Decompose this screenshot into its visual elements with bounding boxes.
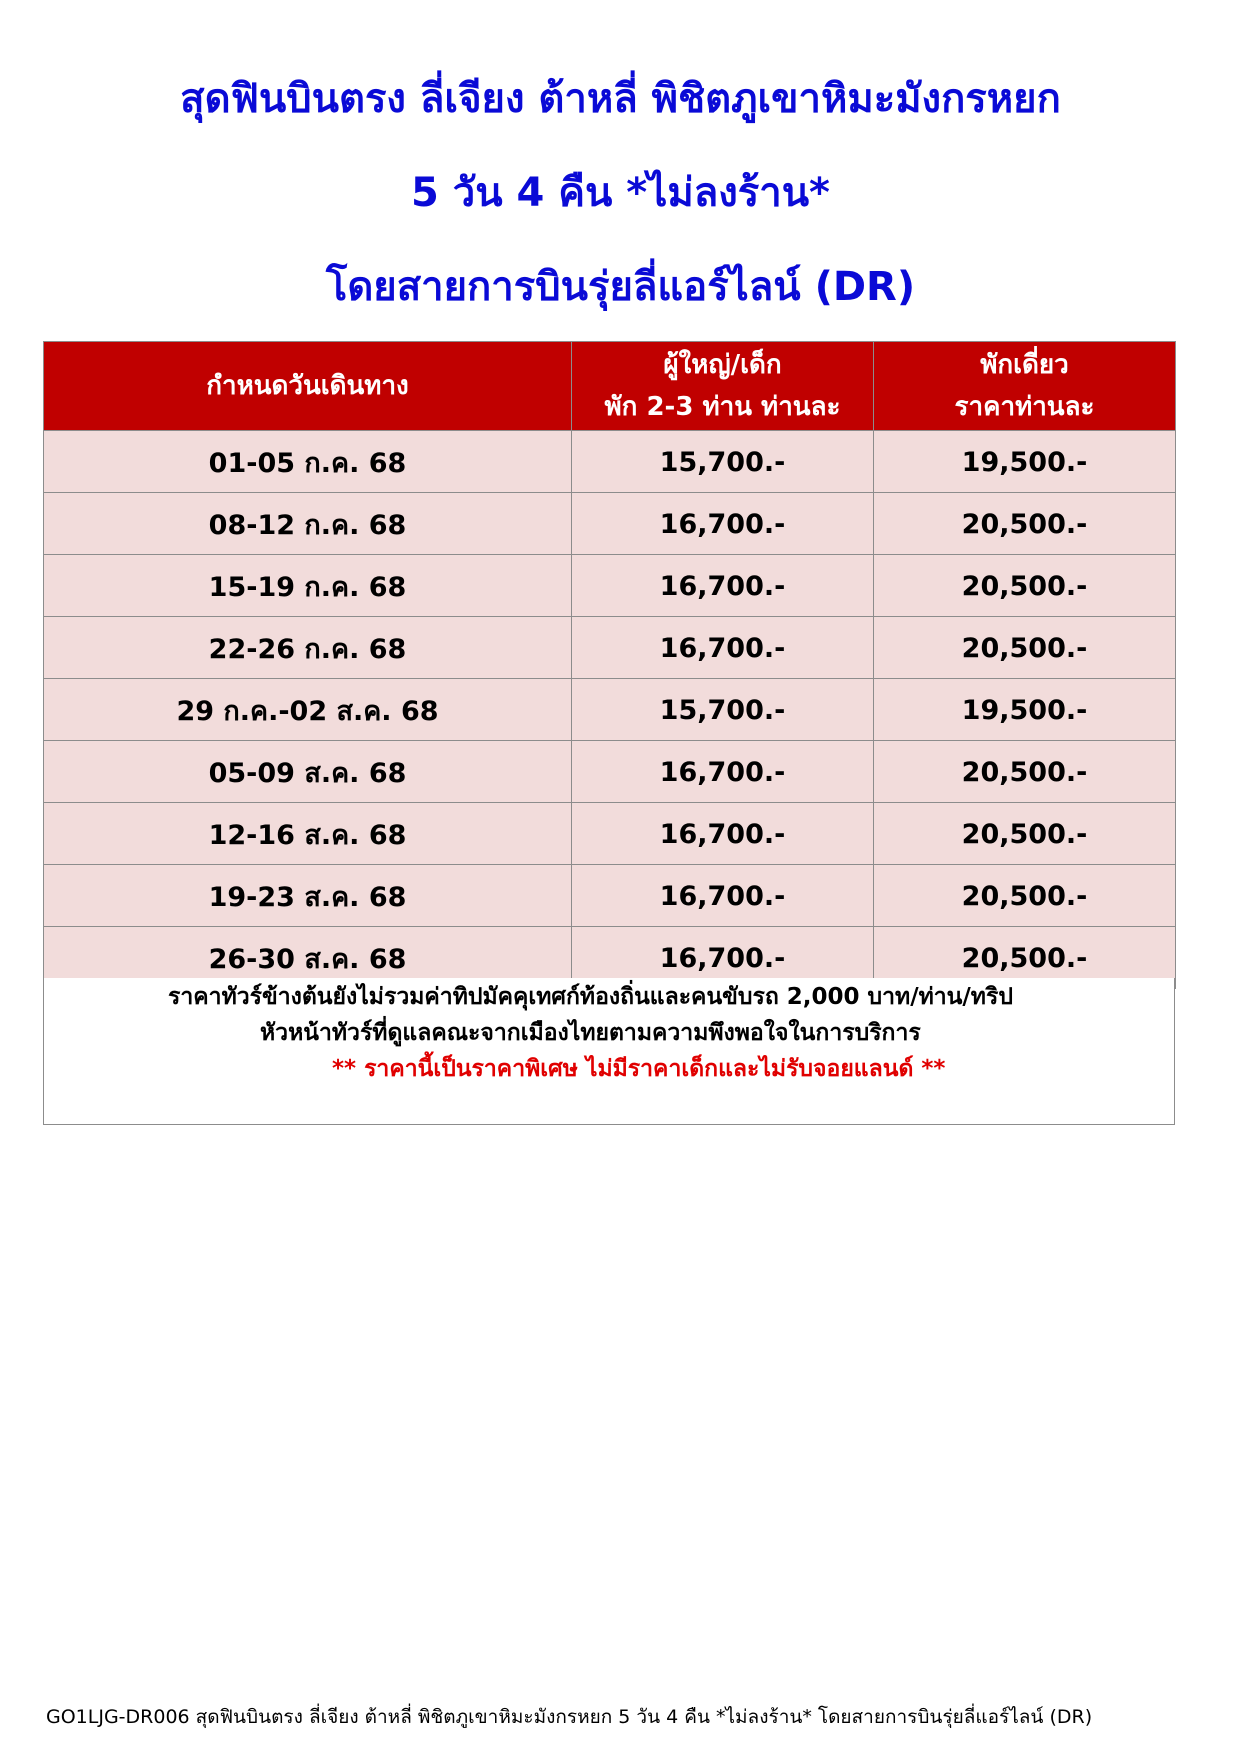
header-single-line-2: ราคาท่านละ — [954, 392, 1095, 422]
cell-date: 05-09 ส.ค. 68 — [44, 741, 572, 803]
cell-date: 15-19 ก.ค. 68 — [44, 555, 572, 617]
table-row — [44, 865, 1176, 927]
cell-date: 08-12 ก.ค. 68 — [44, 493, 572, 555]
cell-single-price: 20,500.- — [874, 927, 1176, 989]
table-row — [44, 431, 1176, 493]
cell-date: 29 ก.ค.-02 ส.ค. 68 — [44, 679, 572, 741]
cell-single-price: 19,500.- — [874, 431, 1176, 493]
cell-date: 01-05 ก.ค. 68 — [44, 431, 572, 493]
table-row — [44, 617, 1176, 679]
title-line-3: โดยสายการบินรุ่ยลี่แอร์ไลน์ (DR) — [325, 264, 916, 310]
cell-adult-price: 16,700.- — [572, 865, 874, 927]
cell-single-price: 20,500.- — [874, 617, 1176, 679]
cell-single-price: 19,500.- — [874, 679, 1176, 741]
cell-adult-price: 16,700.- — [572, 617, 874, 679]
table-row — [44, 493, 1176, 555]
document-title — [0, 52, 1241, 334]
table-row — [44, 803, 1176, 865]
cell-single-price: 20,500.- — [874, 741, 1176, 803]
cell-single-price: 20,500.- — [874, 493, 1176, 555]
table-row — [44, 555, 1176, 617]
header-adult-line-2: พัก 2-3 ท่าน ท่านละ — [604, 392, 841, 422]
cell-adult-price: 15,700.- — [572, 679, 874, 741]
cell-adult-price: 16,700.- — [572, 741, 874, 803]
header-single-line-1: พักเดี่ยว — [980, 350, 1069, 380]
cell-date: 22-26 ก.ค. 68 — [44, 617, 572, 679]
cell-date: 12-16 ส.ค. 68 — [44, 803, 572, 865]
cell-adult-price: 16,700.- — [572, 493, 874, 555]
header-adult-price — [572, 342, 874, 431]
title-line-2: 5 วัน 4 คืน *ไม่ลงร้าน* — [411, 170, 830, 216]
cell-single-price: 20,500.- — [874, 803, 1176, 865]
cell-single-price: 20,500.- — [874, 865, 1176, 927]
header-travel-date — [44, 342, 572, 431]
cell-adult-price: 16,700.- — [572, 927, 874, 989]
cell-adult-price: 15,700.- — [572, 431, 874, 493]
notes-box — [43, 978, 1175, 1125]
note-tip-excluded: ราคาทัวร์ข้างต้นยังไม่รวมค่าทิปมัคคุเทศก์ท้องถิ่นและคนขับรถ 2,000 บาท/ท่าน/ทริป — [168, 984, 1013, 1010]
note-special-price-warning: ** ราคานี้เป็นราคาพิเศษ ไม่มีราคาเด็กและไม่รับจอยแลนด์ ** — [332, 1056, 946, 1082]
cell-adult-price: 16,700.- — [572, 555, 874, 617]
table-header-row — [44, 342, 1176, 431]
table-row — [44, 741, 1176, 803]
title-line-1: สุดฟินบินตรง ลี่เจียง ต้าหลี่ พิชิตภูเขาหิมะมังกรหยก — [180, 76, 1061, 122]
cell-date: 26-30 ส.ค. 68 — [44, 927, 572, 989]
table-row — [44, 679, 1176, 741]
note-tour-leader: หัวหน้าทัวร์ที่ดูแลคณะจากเมืองไทยตามความพึงพอใจในการบริการ — [260, 1020, 921, 1046]
page-footer: GO1LJG-DR006 สุดฟินบินตรง ลี่เจียง ต้าหลี่ พิชิตภูเขาหิมะมังกรหยก 5 วัน 4 คืน *ไม่ลงร้าน* โดยสายการบินรุ่ยลี่แอร์ไลน์ (DR) — [46, 1706, 1093, 1728]
header-date-label: กำหนดวันเดินทาง — [206, 371, 409, 401]
cell-single-price: 20,500.- — [874, 555, 1176, 617]
price-table — [43, 341, 1176, 989]
header-single-price — [874, 342, 1176, 431]
cell-date: 19-23 ส.ค. 68 — [44, 865, 572, 927]
cell-adult-price: 16,700.- — [572, 803, 874, 865]
header-adult-line-1: ผู้ใหญ่/เด็ก — [663, 350, 782, 380]
